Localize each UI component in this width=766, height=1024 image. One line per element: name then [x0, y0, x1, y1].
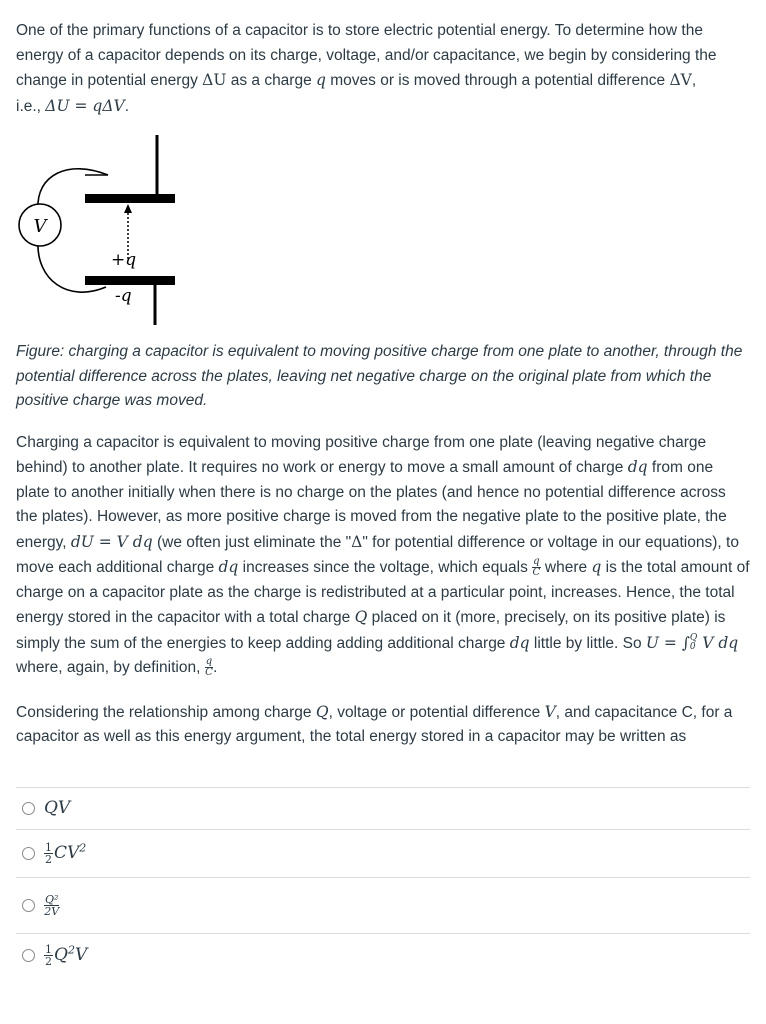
plus-q-label: +q — [111, 250, 137, 270]
figure-caption: Figure: charging a capacitor is equivalent to moving positive charge from one plate to another, through the potential difference across the plates, leaving net negative charge on the original plate from which the positive charge was moved. — [16, 343, 743, 409]
intro-text: One of the primary functions of a capacitor is to store electric potential energy. To determine how the energy of a capacitor depends on its charge, voltage, and/or capacitance, we begin by considering the change in potential energy — [16, 22, 717, 89]
option-fraction — [44, 842, 53, 865]
radio-button[interactable] — [22, 802, 35, 815]
fraction-numerator: q — [205, 656, 213, 668]
top-plate — [85, 194, 175, 203]
body-text: where — [540, 559, 592, 576]
fraction-q-over-c — [532, 557, 540, 578]
body-text: increases since the voltage, which equals — [238, 559, 533, 576]
fraction-numerator: Q² — [45, 892, 59, 906]
option-exponent: 2 — [67, 943, 75, 957]
body-text: placed on it (more, precisely, on its positive plate) is simply the sum of the energies to keep adding adding additional charge — [16, 609, 726, 652]
math-dq: dq — [627, 458, 648, 476]
math-q: q — [316, 71, 326, 89]
fraction-denominator: C — [205, 667, 213, 679]
radio-button[interactable] — [22, 847, 35, 860]
question-text: , voltage or potential difference — [328, 703, 545, 721]
answer-option-half-q2v[interactable] — [16, 934, 750, 978]
math-q: q — [591, 558, 602, 576]
answer-options — [16, 787, 750, 978]
capacitor-figure — [16, 135, 176, 325]
math-equation: ΔU = qΔV — [45, 96, 125, 115]
math-delta-u: ΔU — [202, 71, 227, 89]
math-v-dq: V dq — [697, 633, 739, 652]
charge-arrow-head — [124, 204, 132, 213]
fraction-denominator: C — [532, 567, 541, 579]
body-text: where, again, by definition, — [16, 659, 205, 676]
question-content — [16, 19, 750, 978]
fraction-denominator: 2V — [44, 904, 60, 918]
intro-text: . — [124, 97, 130, 115]
radio-button[interactable] — [22, 899, 35, 912]
math-integral: U = ∫ — [645, 633, 690, 652]
intro-text: as a charge — [226, 72, 317, 89]
body-text: " for potential difference or voltage in our equations), to move each additional charge — [16, 533, 739, 576]
bottom-plate — [85, 276, 175, 285]
fraction-numerator: 1 — [45, 943, 52, 957]
intro-paragraph — [16, 19, 750, 119]
question-text: Considering the relationship among charge — [16, 703, 316, 721]
math-Q: Q — [354, 608, 368, 626]
math-delta: Δ — [351, 532, 363, 551]
intro-text: , — [691, 72, 697, 89]
body-text: Charging a capacitor is equivalent to moving positive charge from one plate (leaving negative charge behind) to another plate. It requires no work or energy to move a small amount of charge — [16, 433, 707, 476]
integral-lower-limit: 0 — [689, 642, 696, 653]
math-dq: dq — [509, 633, 530, 652]
fraction-numerator: q — [533, 556, 540, 568]
option-label — [44, 943, 87, 968]
body-text: . — [213, 659, 218, 676]
option-label — [44, 841, 86, 866]
math-dq: dq — [218, 558, 239, 576]
math-V: V — [544, 702, 556, 721]
intro-text: moves or is moved through a potential difference — [325, 72, 670, 89]
voltmeter-label: V — [33, 216, 47, 237]
answer-option-q2-over-2v[interactable] — [16, 878, 750, 934]
option-label: QV — [44, 797, 71, 818]
fraction-denominator: 2 — [45, 852, 52, 866]
integral-upper-limit: Q — [689, 633, 698, 644]
body-paragraph — [16, 431, 750, 681]
body-text: is the total amount of charge on a capacitor plate as the charge is redistributed at a particular point, increases. Hence, the total energy stored in the capacitor with a total charge — [16, 559, 750, 626]
answer-option-qv[interactable] — [16, 788, 750, 830]
fraction-numerator: 1 — [45, 840, 52, 854]
body-text: little by little. So — [529, 634, 646, 652]
answer-option-half-cv2[interactable] — [16, 830, 750, 878]
body-text: (we often just eliminate the " — [152, 533, 352, 551]
fraction-denominator: 2 — [45, 955, 52, 969]
math-delta-v: ΔV — [669, 71, 692, 89]
question-paragraph — [16, 700, 750, 750]
math-du-equation: dU = V dq — [70, 532, 153, 551]
fraction-q-over-c — [205, 657, 213, 678]
option-term: CV — [54, 842, 80, 863]
radio-button[interactable] — [22, 949, 35, 962]
option-term: Q — [54, 945, 68, 966]
math-Q: Q — [315, 702, 329, 721]
question-text: , and capacitance C, for a capacitor as well as this energy argument, the total energy stored in a capacitor may be written as — [16, 703, 733, 745]
option-fraction — [44, 894, 59, 917]
option-fraction — [44, 944, 53, 967]
intro-text: i.e., — [16, 97, 46, 115]
option-label — [44, 893, 60, 918]
minus-q-label: -q — [115, 286, 132, 306]
option-exponent: 2 — [79, 841, 87, 855]
option-term: V — [74, 945, 88, 966]
capacitor-diagram — [16, 135, 176, 325]
body-text: from one plate to another initially when there is no charge on the plates (and hence no potential difference across the plates). However, as more positive charge is moved from the negative plate to the positive plate, the energy, — [16, 459, 727, 551]
